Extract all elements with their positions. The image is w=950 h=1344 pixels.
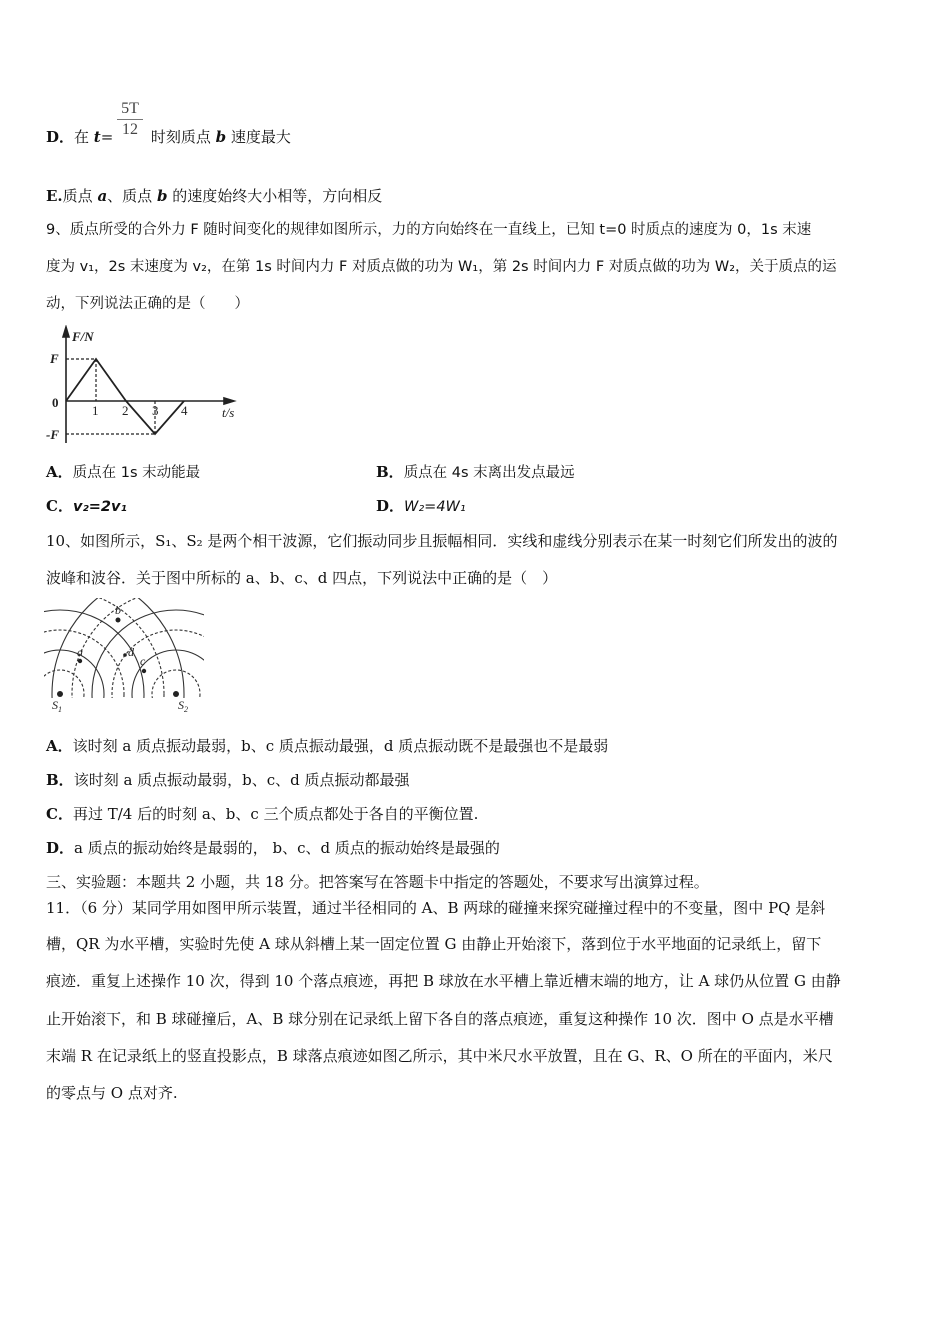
q9-option-b (376, 462, 575, 483)
q11-line-4: 止开始滚下，和 B 球碰撞后，A、B 球分别在记录纸上留下各自的落点痕迹，重复这种操作 10 次．图中 O 点是水平槽 (46, 1010, 834, 1028)
label-b: b (115, 603, 121, 617)
label-s2: $S_2$ (178, 698, 188, 714)
fraction-5t-over-12 (117, 100, 143, 139)
option-text: 、质点 (107, 187, 157, 205)
option-label: B． (46, 771, 74, 789)
origin-label: 0 (52, 395, 59, 410)
q9-stem-line-1: 9、质点所受的合外力 F 随时间变化的规律如图所示，力的方向始终在一直线上，已知 t=0 时质点的速度为 0，1s 末速 (46, 222, 812, 238)
x-tick-2: 2 (122, 403, 129, 418)
q10-option-b (46, 770, 410, 790)
q9-stem-line-2: 度为 v₁，2s 末速度为 v₂，在第 1s 时间内力 F 对质点做的功为 W₁，第 2s 时间内力 F 对质点做的功为 W₂，关于质点的运 (46, 259, 837, 275)
option-label: B． (376, 463, 404, 481)
label-d: d (128, 645, 134, 659)
q9-stem-line-3: 动，下列说法正确的是（ ） (46, 296, 249, 312)
y-axis-label: F/N (72, 329, 94, 344)
option-text: 在 (74, 128, 94, 146)
option-text: 质点 (62, 187, 98, 205)
q11-line-5: 末端 R 在记录纸上的竖直投影点，B 球落点痕迹如图乙所示，其中米尺水平放置，且在 G、R、O 所在的平面内，米尺 (46, 1047, 833, 1065)
q11-line-2: 槽，QR 为水平槽，实验时先使 A 球从斜槽上某一固定位置 G 由静止开始滚下，落到位于水平地面的记录纸上，留下 (46, 935, 822, 953)
point-a-dot (78, 659, 82, 663)
label-a: a (77, 645, 83, 659)
y-axis-arrow-icon (63, 327, 69, 337)
q10-stem-line-2: 波峰和波谷．关于图中所标的 a、b、c、d 四点，下列说法中正确的是（ ） (46, 569, 558, 587)
label-s1: $S_1$ (52, 698, 62, 714)
x-axis-arrow-icon (224, 398, 234, 404)
option-text: 再过 T/4 后的时刻 a、b、c 三个质点都处于各自的平衡位置. (72, 805, 479, 823)
option-text: 该时刻 a 质点振动最弱，b、c、d 质点振动都最强 (73, 771, 410, 789)
option-text: 该时刻 a 质点振动最弱，b、c 质点振动最强，d 质点振动既不是最强也不是最弱 (72, 737, 609, 755)
source-s1-dot (57, 691, 63, 697)
option-text: 时刻质点 (146, 128, 216, 146)
fraction-numerator: 5T (117, 100, 143, 120)
option-text: 的速度始终大小相等，方向相反 (167, 187, 383, 205)
option-text: v₂=2v₁ (72, 499, 127, 515)
x-tick-3: 3 (152, 403, 159, 418)
option-label: D． (46, 128, 75, 146)
point-d-dot (123, 653, 127, 657)
x-axis-label: t/s (222, 405, 235, 420)
q10-option-d (46, 838, 500, 858)
source-s2-dot (173, 691, 179, 697)
option-text: 质点在 4s 末离出发点最远 (403, 465, 575, 481)
q10-option-c (46, 804, 478, 824)
option-text: 质点在 1s 末动能最 (72, 465, 201, 481)
option-text: W₂=4W₁ (404, 499, 466, 515)
section-3-heading: 三、实验题：本题共 2 小题，共 18 分。把答案写在答题卡中指定的答题处，不要求写出演算过程。 (46, 873, 709, 891)
x-tick-4: 4 (181, 403, 188, 418)
variable-a: a (97, 187, 108, 205)
fraction-denominator: 12 (122, 121, 138, 138)
y-tick-f: F (50, 351, 59, 366)
q10-stem-line-1: 10、如图所示，S₁、S₂ 是两个相干波源，它们振动同步且振幅相同．实线和虚线分别表示在某一时刻它们所发出的波的 (46, 532, 838, 550)
option-label: E. (46, 187, 63, 205)
q11-line-3: 痕迹．重复上述操作 10 次，得到 10 个落点痕迹，再把 B 球放在水平槽上靠近槽末端的地方，让 A 球仍从位置 G 由静 (46, 972, 841, 990)
q10-option-a (46, 736, 608, 756)
option-text: 速度最大 (226, 128, 291, 146)
wave-interference-diagram (44, 598, 204, 716)
option-label: A． (46, 737, 73, 755)
q8-option-e (46, 186, 382, 206)
force-curve (66, 359, 184, 434)
x-tick-1: 1 (92, 403, 99, 418)
option-label: D． (46, 839, 75, 857)
q11-line-6: 的零点与 O 点对齐. (46, 1084, 178, 1102)
q9-option-c (46, 496, 127, 517)
option-label: A． (46, 463, 73, 481)
force-time-graph (44, 325, 244, 447)
option-label: D． (376, 497, 405, 515)
option-text: a 质点的振动始终是最弱的， b、c、d 质点的振动始终是最强的 (74, 839, 500, 857)
point-c-dot (142, 669, 146, 673)
s1-wavefronts (44, 598, 184, 716)
q9-option-d (376, 496, 466, 517)
q11-line-1: 11．（6 分）某同学用如图甲所示装置，通过半径相同的 A、B 两球的碰撞来探究碰撞过程中的不变量，图中 PQ 是斜 (46, 899, 826, 917)
option-label: C． (46, 497, 73, 515)
option-label: C． (46, 805, 73, 823)
q8-option-d (46, 127, 291, 147)
variable-t: t (93, 128, 101, 146)
variable-b: b (156, 187, 168, 205)
label-c: c (140, 654, 146, 668)
equals-sign: = (100, 128, 119, 146)
variable-b: b (215, 128, 227, 146)
y-tick-neg-f: -F (46, 427, 59, 442)
point-b-dot (116, 618, 121, 623)
q9-option-a (46, 462, 200, 483)
